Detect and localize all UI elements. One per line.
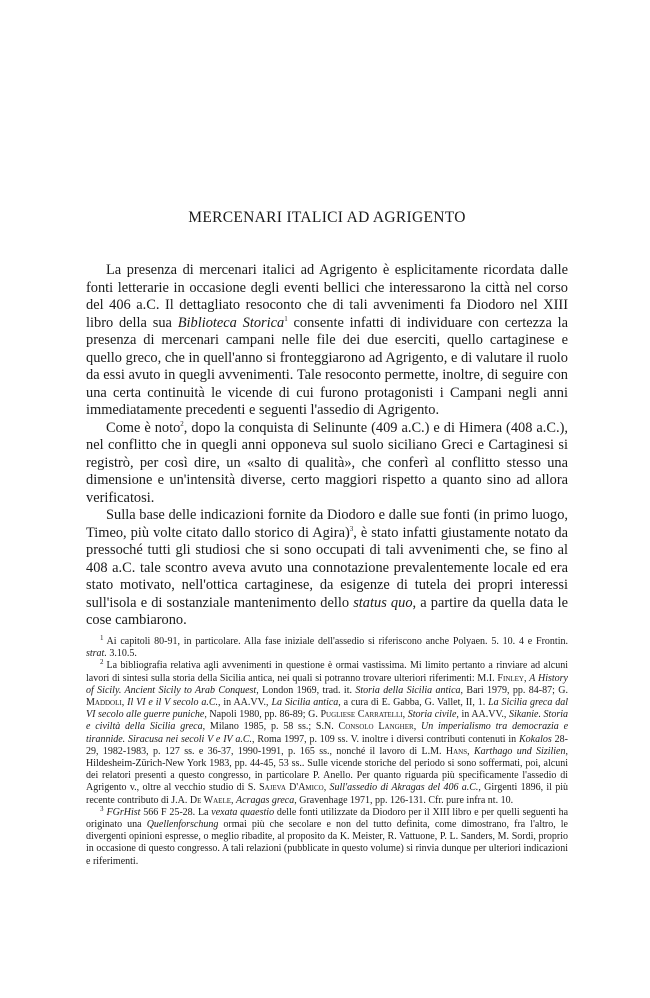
p3-text-c: , a partire da quella data le cose cambiarono.	[86, 594, 568, 628]
footnote-1	[86, 633, 568, 660]
fn2-seg: , in AA.VV.,	[218, 697, 272, 709]
footnotes	[86, 633, 569, 868]
p3-italic: status quo	[353, 594, 413, 611]
fn2-seg: , Girgenti 1896, il più recente contributo di J.A.	[86, 782, 569, 806]
fn2-seg: , a cura di E. Gabba, G. Vallet, II, 1.	[338, 697, 489, 709]
fn2-seg: ,	[413, 721, 421, 733]
fn2-title: Il VI e il V secolo a.C.	[127, 697, 218, 709]
fn2-seg: , Hildesheim-Zürich-New York 1983, pp. 44-45, 53 ss.. Sulle vicende storiche del periodo si sono soffermati, poi, alcuni dei relatori presenti a questo congresso, in particolare P. Anello. Per quanto riguarda più specificamente l'assedio di Agrigento v., oltre al vecchio studio di S.	[86, 745, 568, 794]
fn2-title: Storia della Sicilia antica	[355, 684, 461, 696]
fn2-author: Maddoli	[86, 697, 122, 709]
fn2-author: Pugliese Carratelli	[320, 709, 403, 721]
footnote-2	[86, 660, 568, 806]
fn2-author: De Waele	[189, 794, 231, 806]
fn3-italic: vexata quaestio	[211, 806, 275, 818]
fn2-title: Un imperialismo tra democrazia e tirannide. Siracusa nei secoli V e IV a.C.	[86, 721, 569, 745]
fn3-italic: Quellenforschung	[146, 819, 219, 831]
footnote-1-end: 3.10.5.	[106, 648, 137, 660]
paragraph-3	[86, 507, 568, 630]
footnote-ref-1[interactable]: 1	[284, 314, 288, 323]
fn2-author: Finley	[497, 672, 524, 684]
footnote-ref-2[interactable]: 2	[180, 419, 184, 428]
p2-text-a: Come è noto	[106, 419, 181, 436]
p1-text-b: consente infatti di individuare con certezza la presenza di mercenari campani nelle file dei due eserciti, quello cartaginese e quello greco, che in quell'anno si fronteggiarono ad Agrigento, e di valutare il ruolo da essi avuto in quegli avvenimenti. Tale resoconto permette, inoltre, di seguire con una certa continuità le vicende di cui furono protagonisti i Campani negli anni immediatamente precedenti e seguenti l'assedio di Agrigento.	[86, 314, 569, 418]
paragraph-2	[86, 420, 568, 508]
footnote-3	[86, 804, 569, 868]
p1-text-a: La presenza di mercenari italici ad Agrigento è esplicitamente ricordata dalle fonti letterarie in occasione degli eventi bellici che interessarono la città nel corso del 406 a.C. Il dettagliato resoconto che di tali avvenimenti fa Diodoro nel XIII libro della sua	[86, 262, 568, 331]
fn2-title: Sikanie. Storia e civiltà della Sicilia greca	[86, 709, 568, 733]
fn2-seg: 28-29, 1982-1983, p. 127 ss. e 36-37, 1990-1991, p. 165 ss., nonché il lavoro di L.M.	[86, 733, 568, 757]
fn2-seg: , Gravenhage 1971, pp. 126-131. Cfr. pure infra nt. 10.	[294, 794, 514, 806]
fn2-seg: ,	[121, 697, 128, 709]
fn2-author: Sajeva D'Amico	[259, 782, 324, 794]
fn3-seg: ormai più che secolare e non del tutto definita, come dimostrano, fra l'altro, le divergenti opinioni espresse, o meglio ribadite, al proposito da K. Meister, R. Vattuone, P. L. Sanders, M. Sordi, proprio in occasione di questo congresso. A tali relazioni (pubblicate in questo volume) si rinvia dunque per ulteriori indicazioni e riferimenti.	[86, 819, 568, 867]
fn3-seg: 566 F 25-28. La	[140, 806, 212, 818]
fn2-seg: , Napoli 1980, pp. 86-89; G.	[204, 709, 321, 721]
fn2-title: Storia civile	[407, 709, 457, 721]
p2-text-b: , dopo la conquista di Selinunte (409 a.C.) e di Himera (408 a.C.), nel conflitto che in quegli anni opponeva sul suolo siciliano Greci e Cartaginesi si registrò, per così dire, un «salto di qualità», che conferì al conflitto stesso una dimensione e un'intensità diverse, certo maggiori rispetto a quanto sino ad allora verificatosi.	[86, 419, 568, 506]
fn2-seg: ,	[323, 782, 330, 794]
fn2-seg: , in AA.VV.,	[456, 709, 510, 721]
fn2-title: Kokalos	[519, 733, 552, 745]
fn2-seg: ,	[523, 672, 530, 684]
footnote-2-number: 2	[100, 658, 104, 667]
fn2-seg: ,	[402, 709, 408, 721]
footnote-ref-3[interactable]: 3	[349, 524, 354, 533]
p3-text-b: , è stato infatti giustamente notato da pressoché tutti gli studiosi che si sono occupati di tali avvenimenti che, se fino al 408 a.C. tale scontro aveva avuto una connotazione prevalentemente locale ed era stato motivato, nell'ottica cartaginese, da esigenze di tutela dei propri interessi sull'isola e di sostanziale mantenimento dello	[86, 524, 568, 611]
main-text	[86, 262, 568, 630]
p1-title-italic: Biblioteca Storica	[177, 314, 285, 331]
fn2-seg: ,	[467, 745, 474, 757]
paragraph-1	[86, 262, 568, 420]
fn2-title: La Sicilia greca dal VI secolo alle guerre puniche	[86, 697, 568, 721]
fn3-italic: FGrHist	[106, 806, 141, 818]
footnote-1-text: Ai capitoli 80-91, in particolare. Alla fase iniziale dell'assedio si riferiscono anche Polyaen. 5. 10. 4 e Frontin.	[106, 636, 568, 647]
p3-text-a: Sulla base delle indicazioni fornite da Diodoro e dalle sue fonti (in primo luogo, Timeo, più volte citato dallo storico di Agira)	[86, 507, 568, 541]
fn3-seg: delle fonti utilizzate da Diodoro per il XIII libro e per quelli seguenti ha originato una	[86, 806, 569, 831]
fn2-title: La Sicilia antica	[271, 697, 339, 709]
fn2-author: Consolo Langher	[338, 721, 414, 733]
fn2-seg: , Bari 1979, pp. 84-87; G.	[460, 684, 569, 696]
fn2-seg: La bibliografia relativa agli avvenimenti in questione è ormai vastissima. Mi limito pertanto a rinviare ad alcuni lavori di sintesi sulla storia della Sicilia antica, nei quali si potranno trovare ulteriori riferimenti: M.I.	[86, 660, 568, 684]
fn2-title: Acragas greca	[236, 794, 295, 806]
page-title: MERCENARI ITALICI AD AGRIGENTO	[188, 209, 466, 226]
fn2-seg: , Roma 1997, p. 109 ss. V. inoltre i diversi contributi contenuti in	[252, 733, 520, 745]
fn2-title: Sull'assedio di Akragas del 406 a.C.	[329, 782, 479, 794]
fn2-author: Hans	[445, 745, 468, 757]
fn2-seg: , London 1969, trad. it.	[256, 684, 356, 696]
fn2-seg: ,	[231, 794, 236, 806]
footnote-1-italic: strat.	[86, 648, 107, 660]
fn2-title: Karthago und Sizilien	[474, 745, 566, 757]
fn2-title: A History of Sicily. Ancient Sicily to Arab Conquest	[86, 672, 568, 696]
footnote-1-number: 1	[100, 633, 104, 642]
footnote-3-number: 3	[100, 804, 104, 813]
fn2-seg: , Milano 1985, p. 58 ss.; S.N.	[202, 721, 339, 733]
